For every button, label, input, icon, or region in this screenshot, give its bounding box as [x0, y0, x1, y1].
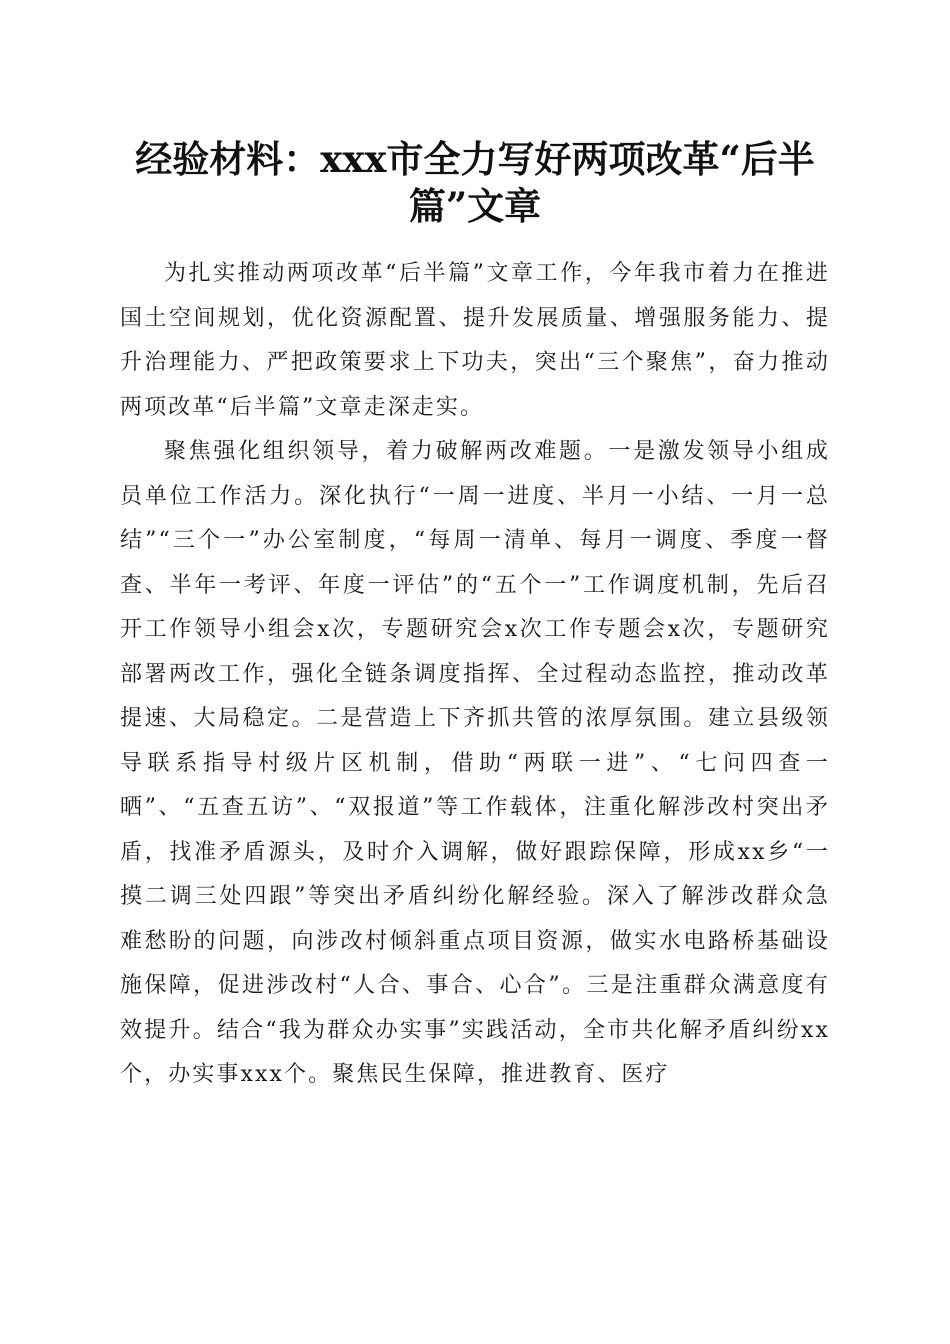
document-body — [120, 252, 830, 1098]
paragraph-organization-leadership: 聚焦强化组织领导，着力破解两改难题。一是激发领导小组成员单位工作活力。深化执行“一周一进度、半月一小结、一月一总结”“三个一”办公室制度，“每周一清单、每月一调度、季度一督查、半年一考评、年度一评估”的“五个一”工作调度机制，先后召开工作领导小组会x次，专题研究会x次工作专题会x次，专题研究部署两改工作，强化全链条调度指挥、全过程动态监控，推动改革提速、大局稳定。二是营造上下齐抓共管的浓厚氛围。建立县级领导联系指导村级片区机制，借助“两联一进”、“七问四查一晒”、“五查五访”、“双报道”等工作载体，注重化解涉改村突出矛盾，找准矛盾源头，及时介入调解，做好跟踪保障，形成xx乡“一摸二调三处四跟”等突出矛盾纠纷化解经验。深入了解涉改群众急难愁盼的问题，向涉改村倾斜重点项目资源，做实水电路桥基础设施保障，促进涉改村“人合、事合、心合”。三是注重群众满意度有效提升。结合“我为群众办实事”实践活动，全市共化解矛盾纠纷xx个，办实事xxx个。聚焦民生保障，推进教育、医疗 — [120, 439, 830, 1087]
document-title: 经验材料：xxx市全力写好两项改革“后半篇”文章 — [135, 137, 815, 228]
paragraph-intro: 为扎实推动两项改革“后半篇”文章工作，今年我市着力在推进国土空间规划，优化资源配置、提升发展质量、增强服务能力、提升治理能力、严把政策要求上下功夫，突出“三个聚焦”，奋力推动两项改革“后半篇”文章走深走实。 — [120, 261, 830, 420]
